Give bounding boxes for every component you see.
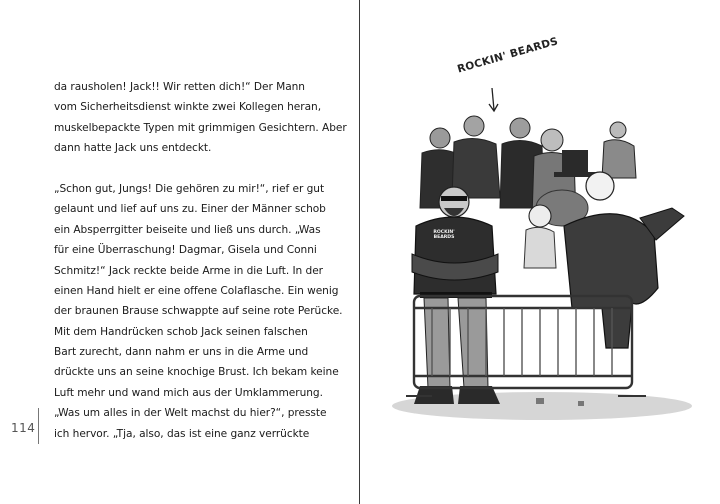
text-line: Bart zurecht, dann nahm er uns in die Arme und <box>54 346 309 359</box>
guard-torso <box>414 217 496 294</box>
text-line: einen Hand hielt er eine offene Colaflasche. Ein wenig <box>54 284 339 297</box>
text-line: „Was um alles in der Welt machst du hier?“, presste <box>54 407 327 420</box>
guard-sunglasses <box>441 196 467 201</box>
guard-legs <box>424 298 488 388</box>
dark-figure <box>564 214 658 348</box>
text-line: dann hatte Jack uns entdeckt. <box>54 142 212 155</box>
page-text <box>54 77 347 444</box>
text-line: ein Absperrgitter beiseite und ließ uns durch. „Was <box>54 223 321 236</box>
ground-can <box>578 401 584 406</box>
guard-shirt-print <box>431 230 457 240</box>
text-line: Luft mehr und wand mich aus der Umklammerung. <box>54 386 323 399</box>
banner-arrow <box>492 88 494 110</box>
illustration-drawing <box>392 58 692 428</box>
text-line: für eine Überraschung! Dagmar, Gisela und Conni <box>54 244 317 257</box>
text-line: ich hervor. „Tja, also, das ist eine ganz verrückte <box>54 427 310 440</box>
ground-can <box>536 398 544 404</box>
text-line: Schmitz!“ Jack reckte beide Arme in die Luft. In der <box>54 264 323 277</box>
text-line: da rausholen! Jack!! Wir retten dich!“ Der Mann <box>54 81 305 93</box>
text-line: der braunen Brause schwappte auf seine rote Perücke. <box>54 305 343 318</box>
page-number: 114 <box>11 421 36 435</box>
text-line: drückte uns an seine knochige Brust. Ich bekam keine <box>54 366 339 379</box>
top-hat <box>562 150 588 174</box>
page-number-rule <box>38 408 39 444</box>
text-line: vom Sicherheitsdienst winkte zwei Kollegen heran, <box>54 101 322 114</box>
text-line: „Schon gut, Jungs! Die gehören zu mir!“, rief er gut <box>54 182 325 195</box>
text-line: Mit dem Handrücken schob Jack seinen falschen <box>54 325 308 338</box>
book-gutter <box>359 0 360 504</box>
shirt-line: ROCKIN' <box>433 230 455 235</box>
text-line: gelaunt und lief auf uns zu. Einer der Männer schob <box>54 203 326 216</box>
rockin-beards-banner: ROCKIN' BEARDS <box>456 35 560 76</box>
paragraph-gap <box>54 159 316 179</box>
text-line: muskelbepackte Typen mit grimmigen Gesichtern. Aber <box>54 121 347 134</box>
curly-head <box>586 172 614 200</box>
girl-body <box>524 227 556 268</box>
rockin-beards-illustration <box>392 35 692 428</box>
girl-head <box>529 205 551 227</box>
shirt-line: BEARDS <box>433 235 455 240</box>
